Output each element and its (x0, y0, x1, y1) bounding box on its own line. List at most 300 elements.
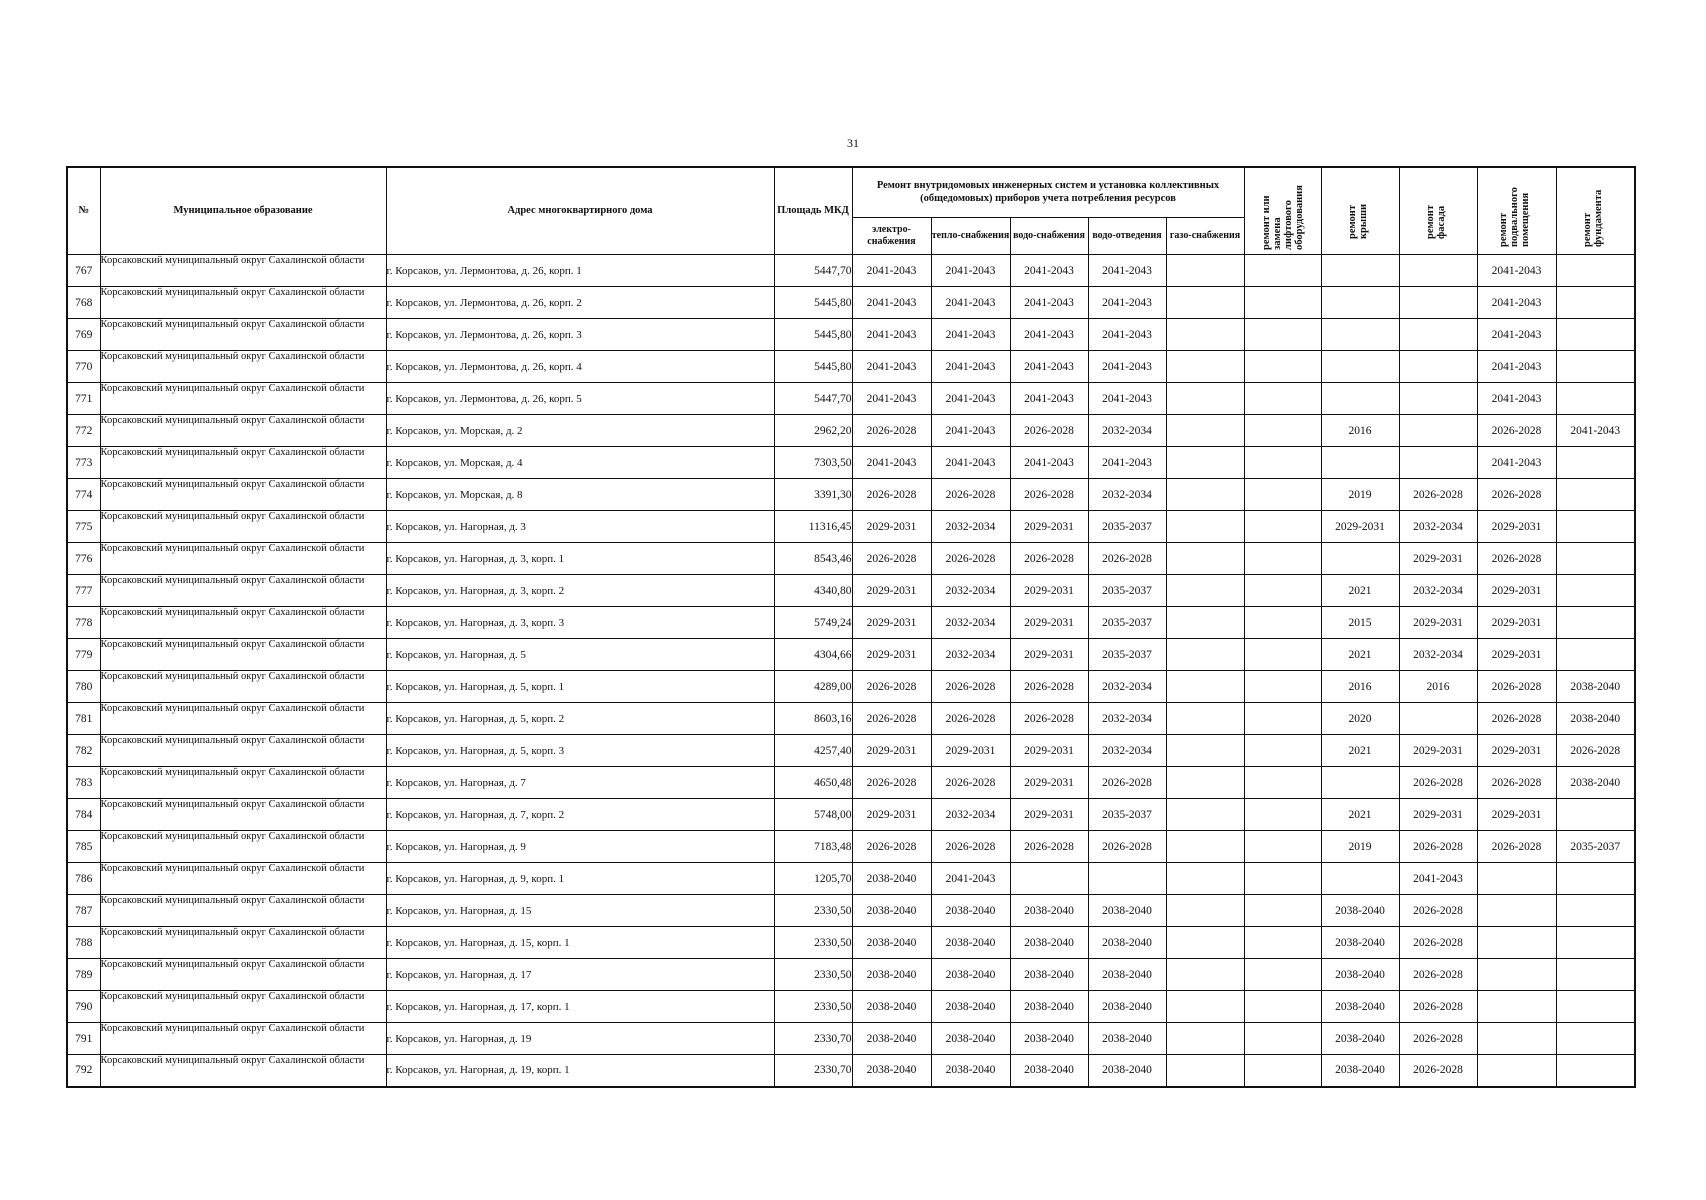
table-row (67, 447, 1635, 479)
cell-lift (1244, 703, 1321, 735)
cell-municipality: Корсаковский муниципальный округ Сахалинской области (100, 287, 386, 319)
cell-electro: 2041-2043 (852, 255, 931, 287)
cell-facade (1399, 319, 1477, 351)
cell-basement: 2041-2043 (1477, 351, 1556, 383)
cell-lift (1244, 543, 1321, 575)
table-row (67, 479, 1635, 511)
cell-foundation (1556, 351, 1635, 383)
cell-water: 2038-2040 (1010, 991, 1088, 1023)
cell-drain: 2038-2040 (1088, 927, 1166, 959)
cell-electro: 2026-2028 (852, 415, 931, 447)
table-row (67, 863, 1635, 895)
cell-foundation (1556, 927, 1635, 959)
cell-foundation (1556, 447, 1635, 479)
header-engineering-group: Ремонт внутридомовых инженерных систем и установка коллективных (общедомовых) приборов учета потребления ресурсов (852, 167, 1244, 217)
cell-address: г. Корсаков, ул. Нагорная, д. 7 (386, 767, 774, 799)
cell-area: 2330,50 (774, 959, 852, 991)
cell-address: г. Корсаков, ул. Нагорная, д. 5, корп. 1 (386, 671, 774, 703)
header-roof (1321, 167, 1399, 255)
cell-drain: 2035-2037 (1088, 511, 1166, 543)
cell-heat: 2029-2031 (931, 735, 1010, 767)
cell-foundation: 2035-2037 (1556, 831, 1635, 863)
cell-lift (1244, 255, 1321, 287)
cell-foundation (1556, 575, 1635, 607)
cell-facade (1399, 703, 1477, 735)
cell-drain: 2038-2040 (1088, 895, 1166, 927)
header-facade (1399, 167, 1477, 255)
table-row (67, 351, 1635, 383)
cell-facade: 2032-2034 (1399, 639, 1477, 671)
cell-drain: 2035-2037 (1088, 607, 1166, 639)
cell-area: 5445,80 (774, 319, 852, 351)
cell-heat: 2038-2040 (931, 1055, 1010, 1087)
cell-facade: 2032-2034 (1399, 575, 1477, 607)
cell-address: г. Корсаков, ул. Нагорная, д. 9, корп. 1 (386, 863, 774, 895)
cell-municipality: Корсаковский муниципальный округ Сахалинской области (100, 735, 386, 767)
cell-lift (1244, 927, 1321, 959)
cell-water: 2041-2043 (1010, 255, 1088, 287)
cell-basement: 2026-2028 (1477, 415, 1556, 447)
cell-electro: 2026-2028 (852, 479, 931, 511)
cell-electro: 2029-2031 (852, 639, 931, 671)
cell-municipality: Корсаковский муниципальный округ Сахалинской области (100, 639, 386, 671)
cell-foundation (1556, 959, 1635, 991)
cell-basement: 2029-2031 (1477, 575, 1556, 607)
cell-address: г. Корсаков, ул. Нагорная, д. 17, корп. 1 (386, 991, 774, 1023)
cell-water: 2041-2043 (1010, 319, 1088, 351)
cell-area: 2330,50 (774, 991, 852, 1023)
cell-area: 2962,20 (774, 415, 852, 447)
cell-municipality: Корсаковский муниципальный округ Сахалинской области (100, 415, 386, 447)
cell-water: 2026-2028 (1010, 415, 1088, 447)
cell-roof (1321, 767, 1399, 799)
cell-address: г. Корсаков, ул. Нагорная, д. 3 (386, 511, 774, 543)
cell-gas (1166, 703, 1244, 735)
cell-area: 2330,50 (774, 927, 852, 959)
cell-lift (1244, 863, 1321, 895)
cell-electro: 2026-2028 (852, 543, 931, 575)
cell-area: 8543,46 (774, 543, 852, 575)
cell-water: 2026-2028 (1010, 671, 1088, 703)
cell-municipality: Корсаковский муниципальный округ Сахалинской области (100, 767, 386, 799)
cell-area: 7183,48 (774, 831, 852, 863)
cell-area: 11316,45 (774, 511, 852, 543)
cell-basement: 2029-2031 (1477, 799, 1556, 831)
cell-electro: 2038-2040 (852, 927, 931, 959)
cell-municipality: Корсаковский муниципальный округ Сахалинской области (100, 1055, 386, 1087)
cell-facade (1399, 351, 1477, 383)
table-row (67, 991, 1635, 1023)
cell-municipality: Корсаковский муниципальный округ Сахалинской области (100, 1023, 386, 1055)
cell-facade: 2016 (1399, 671, 1477, 703)
cell-gas (1166, 895, 1244, 927)
table-row (67, 831, 1635, 863)
cell-drain: 2038-2040 (1088, 1055, 1166, 1087)
cell-roof (1321, 255, 1399, 287)
cell-heat: 2032-2034 (931, 607, 1010, 639)
cell-address: г. Корсаков, ул. Нагорная, д. 5 (386, 639, 774, 671)
cell-drain: 2038-2040 (1088, 959, 1166, 991)
cell-lift (1244, 479, 1321, 511)
cell-number: 784 (67, 799, 100, 831)
cell-water: 2029-2031 (1010, 799, 1088, 831)
header-lift (1244, 167, 1321, 255)
cell-address: г. Корсаков, ул. Нагорная, д. 19, корп. 1 (386, 1055, 774, 1087)
cell-foundation (1556, 479, 1635, 511)
header-lift-label: ремонт или замена лифтового оборудования (1260, 185, 1305, 250)
cell-area: 4257,40 (774, 735, 852, 767)
cell-municipality: Корсаковский муниципальный округ Сахалинской области (100, 575, 386, 607)
cell-basement (1477, 895, 1556, 927)
cell-address: г. Корсаков, ул. Лермонтова, д. 26, корп. 3 (386, 319, 774, 351)
cell-roof: 2038-2040 (1321, 1023, 1399, 1055)
table-row (67, 703, 1635, 735)
cell-drain: 2041-2043 (1088, 351, 1166, 383)
header-facade-label: ремонт фасада (1425, 205, 1448, 239)
cell-water: 2029-2031 (1010, 511, 1088, 543)
cell-water: 2041-2043 (1010, 383, 1088, 415)
cell-number: 773 (67, 447, 100, 479)
cell-roof: 2038-2040 (1321, 927, 1399, 959)
header-heat: тепло-снабжения (931, 217, 1010, 254)
header-municipality: Муниципальное образование (100, 167, 386, 255)
header-water: водо-снабжения (1010, 217, 1088, 254)
cell-heat: 2038-2040 (931, 927, 1010, 959)
cell-gas (1166, 639, 1244, 671)
cell-number: 778 (67, 607, 100, 639)
cell-drain: 2035-2037 (1088, 575, 1166, 607)
cell-roof (1321, 383, 1399, 415)
table-row (67, 639, 1635, 671)
cell-roof: 2029-2031 (1321, 511, 1399, 543)
cell-gas (1166, 991, 1244, 1023)
cell-municipality: Корсаковский муниципальный округ Сахалинской области (100, 927, 386, 959)
table-row (67, 287, 1635, 319)
cell-foundation (1556, 319, 1635, 351)
cell-electro: 2041-2043 (852, 319, 931, 351)
cell-basement: 2041-2043 (1477, 447, 1556, 479)
cell-heat: 2026-2028 (931, 703, 1010, 735)
cell-number: 768 (67, 287, 100, 319)
cell-facade: 2032-2034 (1399, 511, 1477, 543)
cell-lift (1244, 575, 1321, 607)
cell-roof (1321, 863, 1399, 895)
cell-municipality: Корсаковский муниципальный округ Сахалинской области (100, 255, 386, 287)
cell-heat: 2026-2028 (931, 831, 1010, 863)
cell-roof (1321, 287, 1399, 319)
header-foundation (1556, 167, 1635, 255)
cell-facade (1399, 447, 1477, 479)
cell-number: 782 (67, 735, 100, 767)
cell-lift (1244, 1023, 1321, 1055)
table-row (67, 735, 1635, 767)
cell-number: 770 (67, 351, 100, 383)
cell-drain: 2041-2043 (1088, 383, 1166, 415)
cell-lift (1244, 447, 1321, 479)
cell-facade: 2026-2028 (1399, 991, 1477, 1023)
cell-drain: 2032-2034 (1088, 415, 1166, 447)
cell-municipality: Корсаковский муниципальный округ Сахалинской области (100, 543, 386, 575)
cell-basement: 2041-2043 (1477, 287, 1556, 319)
cell-municipality: Корсаковский муниципальный округ Сахалинской области (100, 447, 386, 479)
cell-municipality: Корсаковский муниципальный округ Сахалинской области (100, 799, 386, 831)
cell-facade (1399, 287, 1477, 319)
cell-number: 786 (67, 863, 100, 895)
cell-number: 781 (67, 703, 100, 735)
cell-basement (1477, 863, 1556, 895)
cell-number: 783 (67, 767, 100, 799)
cell-electro: 2026-2028 (852, 767, 931, 799)
table-row (67, 927, 1635, 959)
cell-heat: 2041-2043 (931, 415, 1010, 447)
cell-gas (1166, 1055, 1244, 1087)
cell-basement: 2041-2043 (1477, 319, 1556, 351)
cell-gas (1166, 255, 1244, 287)
cell-number: 776 (67, 543, 100, 575)
cell-water: 2029-2031 (1010, 767, 1088, 799)
cell-roof (1321, 351, 1399, 383)
table-row (67, 255, 1635, 287)
cell-electro: 2026-2028 (852, 703, 931, 735)
cell-municipality: Корсаковский муниципальный округ Сахалинской области (100, 895, 386, 927)
cell-water: 2041-2043 (1010, 447, 1088, 479)
cell-facade: 2026-2028 (1399, 895, 1477, 927)
cell-municipality: Корсаковский муниципальный округ Сахалинской области (100, 831, 386, 863)
cell-roof: 2016 (1321, 671, 1399, 703)
cell-area: 5445,80 (774, 351, 852, 383)
cell-address: г. Корсаков, ул. Морская, д. 2 (386, 415, 774, 447)
cell-foundation (1556, 607, 1635, 639)
cell-address: г. Корсаков, ул. Морская, д. 8 (386, 479, 774, 511)
cell-roof: 2038-2040 (1321, 991, 1399, 1023)
header-roof-label: ремонт крыши (1347, 203, 1370, 239)
cell-area: 4650,48 (774, 767, 852, 799)
cell-roof: 2021 (1321, 799, 1399, 831)
cell-electro: 2026-2028 (852, 671, 931, 703)
cell-municipality: Корсаковский муниципальный округ Сахалинской области (100, 991, 386, 1023)
capital-repair-table (66, 166, 1636, 1088)
cell-drain: 2038-2040 (1088, 1023, 1166, 1055)
cell-number: 779 (67, 639, 100, 671)
cell-area: 8603,16 (774, 703, 852, 735)
cell-gas (1166, 799, 1244, 831)
cell-water: 2038-2040 (1010, 927, 1088, 959)
cell-electro: 2029-2031 (852, 799, 931, 831)
cell-electro: 2038-2040 (852, 863, 931, 895)
cell-gas (1166, 287, 1244, 319)
cell-heat: 2041-2043 (931, 351, 1010, 383)
cell-roof: 2020 (1321, 703, 1399, 735)
cell-water: 2038-2040 (1010, 1055, 1088, 1087)
cell-municipality: Корсаковский муниципальный округ Сахалинской области (100, 703, 386, 735)
cell-municipality: Корсаковский муниципальный округ Сахалинской области (100, 607, 386, 639)
cell-area: 5447,70 (774, 255, 852, 287)
header-basement-label: ремонт подвального помещения (1497, 187, 1531, 247)
cell-number: 769 (67, 319, 100, 351)
cell-heat: 2038-2040 (931, 959, 1010, 991)
table-row (67, 607, 1635, 639)
cell-area: 1205,70 (774, 863, 852, 895)
cell-address: г. Корсаков, ул. Нагорная, д. 19 (386, 1023, 774, 1055)
cell-foundation (1556, 383, 1635, 415)
cell-drain: 2026-2028 (1088, 543, 1166, 575)
table-row (67, 767, 1635, 799)
cell-water: 2038-2040 (1010, 895, 1088, 927)
cell-foundation (1556, 1055, 1635, 1087)
cell-heat: 2032-2034 (931, 575, 1010, 607)
table-body (67, 255, 1635, 1087)
cell-gas (1166, 607, 1244, 639)
cell-basement: 2026-2028 (1477, 767, 1556, 799)
cell-facade: 2026-2028 (1399, 831, 1477, 863)
cell-facade: 2029-2031 (1399, 799, 1477, 831)
cell-number: 775 (67, 511, 100, 543)
table-row (67, 1023, 1635, 1055)
cell-electro: 2038-2040 (852, 1023, 931, 1055)
cell-lift (1244, 735, 1321, 767)
header-foundation-label: ремонт фундамента (1582, 189, 1605, 247)
cell-water: 2041-2043 (1010, 351, 1088, 383)
cell-basement: 2029-2031 (1477, 511, 1556, 543)
cell-number: 790 (67, 991, 100, 1023)
cell-foundation (1556, 543, 1635, 575)
cell-foundation (1556, 799, 1635, 831)
cell-electro: 2038-2040 (852, 991, 931, 1023)
cell-foundation (1556, 255, 1635, 287)
cell-municipality: Корсаковский муниципальный округ Сахалинской области (100, 511, 386, 543)
table-row (67, 319, 1635, 351)
table-row (67, 543, 1635, 575)
cell-heat: 2041-2043 (931, 255, 1010, 287)
table-row (67, 959, 1635, 991)
cell-basement: 2026-2028 (1477, 703, 1556, 735)
table-row (67, 799, 1635, 831)
cell-water: 2029-2031 (1010, 639, 1088, 671)
cell-foundation: 2038-2040 (1556, 767, 1635, 799)
cell-area: 2330,50 (774, 895, 852, 927)
cell-basement: 2026-2028 (1477, 479, 1556, 511)
cell-number: 772 (67, 415, 100, 447)
cell-area: 4289,00 (774, 671, 852, 703)
cell-drain: 2026-2028 (1088, 767, 1166, 799)
cell-facade: 2041-2043 (1399, 863, 1477, 895)
cell-electro: 2029-2031 (852, 575, 931, 607)
cell-address: г. Корсаков, ул. Нагорная, д. 7, корп. 2 (386, 799, 774, 831)
cell-roof: 2019 (1321, 831, 1399, 863)
header-drain: водо-отведения (1088, 217, 1166, 254)
cell-foundation (1556, 991, 1635, 1023)
cell-electro: 2029-2031 (852, 511, 931, 543)
page-number: 31 (847, 136, 859, 150)
cell-basement (1477, 1023, 1556, 1055)
cell-area: 2330,70 (774, 1055, 852, 1087)
cell-gas (1166, 383, 1244, 415)
cell-heat: 2032-2034 (931, 799, 1010, 831)
cell-electro: 2038-2040 (852, 1055, 931, 1087)
cell-drain: 2041-2043 (1088, 255, 1166, 287)
cell-lift (1244, 415, 1321, 447)
cell-municipality: Корсаковский муниципальный округ Сахалинской области (100, 383, 386, 415)
cell-foundation: 2038-2040 (1556, 703, 1635, 735)
cell-gas (1166, 511, 1244, 543)
cell-water: 2029-2031 (1010, 735, 1088, 767)
cell-gas (1166, 575, 1244, 607)
table-row (67, 415, 1635, 447)
cell-number: 777 (67, 575, 100, 607)
cell-drain: 2041-2043 (1088, 287, 1166, 319)
cell-gas (1166, 927, 1244, 959)
cell-address: г. Корсаков, ул. Нагорная, д. 5, корп. 2 (386, 703, 774, 735)
cell-facade (1399, 383, 1477, 415)
cell-area: 5748,00 (774, 799, 852, 831)
cell-facade: 2026-2028 (1399, 1023, 1477, 1055)
cell-water: 2038-2040 (1010, 1023, 1088, 1055)
cell-electro: 2041-2043 (852, 287, 931, 319)
cell-area: 5749,24 (774, 607, 852, 639)
cell-basement: 2029-2031 (1477, 607, 1556, 639)
cell-facade (1399, 415, 1477, 447)
cell-area: 5445,80 (774, 287, 852, 319)
cell-water: 2026-2028 (1010, 831, 1088, 863)
cell-electro: 2038-2040 (852, 959, 931, 991)
cell-number: 771 (67, 383, 100, 415)
cell-address: г. Корсаков, ул. Лермонтова, д. 26, корп. 2 (386, 287, 774, 319)
cell-foundation (1556, 863, 1635, 895)
cell-electro: 2038-2040 (852, 895, 931, 927)
cell-address: г. Корсаков, ул. Лермонтова, д. 26, корп. 5 (386, 383, 774, 415)
cell-address: г. Корсаков, ул. Морская, д. 4 (386, 447, 774, 479)
cell-facade: 2026-2028 (1399, 959, 1477, 991)
cell-lift (1244, 639, 1321, 671)
header-number: № (67, 167, 100, 255)
cell-gas (1166, 351, 1244, 383)
cell-number: 785 (67, 831, 100, 863)
cell-lift (1244, 607, 1321, 639)
cell-address: г. Корсаков, ул. Нагорная, д. 5, корп. 3 (386, 735, 774, 767)
cell-number: 789 (67, 959, 100, 991)
cell-municipality: Корсаковский муниципальный округ Сахалинской области (100, 959, 386, 991)
cell-drain: 2032-2034 (1088, 735, 1166, 767)
cell-roof (1321, 543, 1399, 575)
cell-foundation: 2026-2028 (1556, 735, 1635, 767)
cell-facade: 2026-2028 (1399, 927, 1477, 959)
cell-heat: 2026-2028 (931, 479, 1010, 511)
cell-lift (1244, 959, 1321, 991)
cell-basement: 2041-2043 (1477, 255, 1556, 287)
cell-heat: 2038-2040 (931, 1023, 1010, 1055)
cell-roof: 2021 (1321, 735, 1399, 767)
cell-electro: 2026-2028 (852, 831, 931, 863)
cell-foundation (1556, 1023, 1635, 1055)
cell-roof: 2019 (1321, 479, 1399, 511)
cell-gas (1166, 415, 1244, 447)
cell-lift (1244, 351, 1321, 383)
cell-municipality: Корсаковский муниципальный округ Сахалинской области (100, 671, 386, 703)
cell-gas (1166, 671, 1244, 703)
cell-water (1010, 863, 1088, 895)
cell-gas (1166, 543, 1244, 575)
cell-drain: 2041-2043 (1088, 319, 1166, 351)
cell-heat: 2032-2034 (931, 511, 1010, 543)
cell-foundation: 2041-2043 (1556, 415, 1635, 447)
cell-facade: 2029-2031 (1399, 543, 1477, 575)
cell-basement: 2029-2031 (1477, 639, 1556, 671)
cell-basement: 2026-2028 (1477, 543, 1556, 575)
cell-municipality: Корсаковский муниципальный округ Сахалинской области (100, 319, 386, 351)
cell-electro: 2029-2031 (852, 735, 931, 767)
cell-drain: 2026-2028 (1088, 831, 1166, 863)
cell-lift (1244, 799, 1321, 831)
